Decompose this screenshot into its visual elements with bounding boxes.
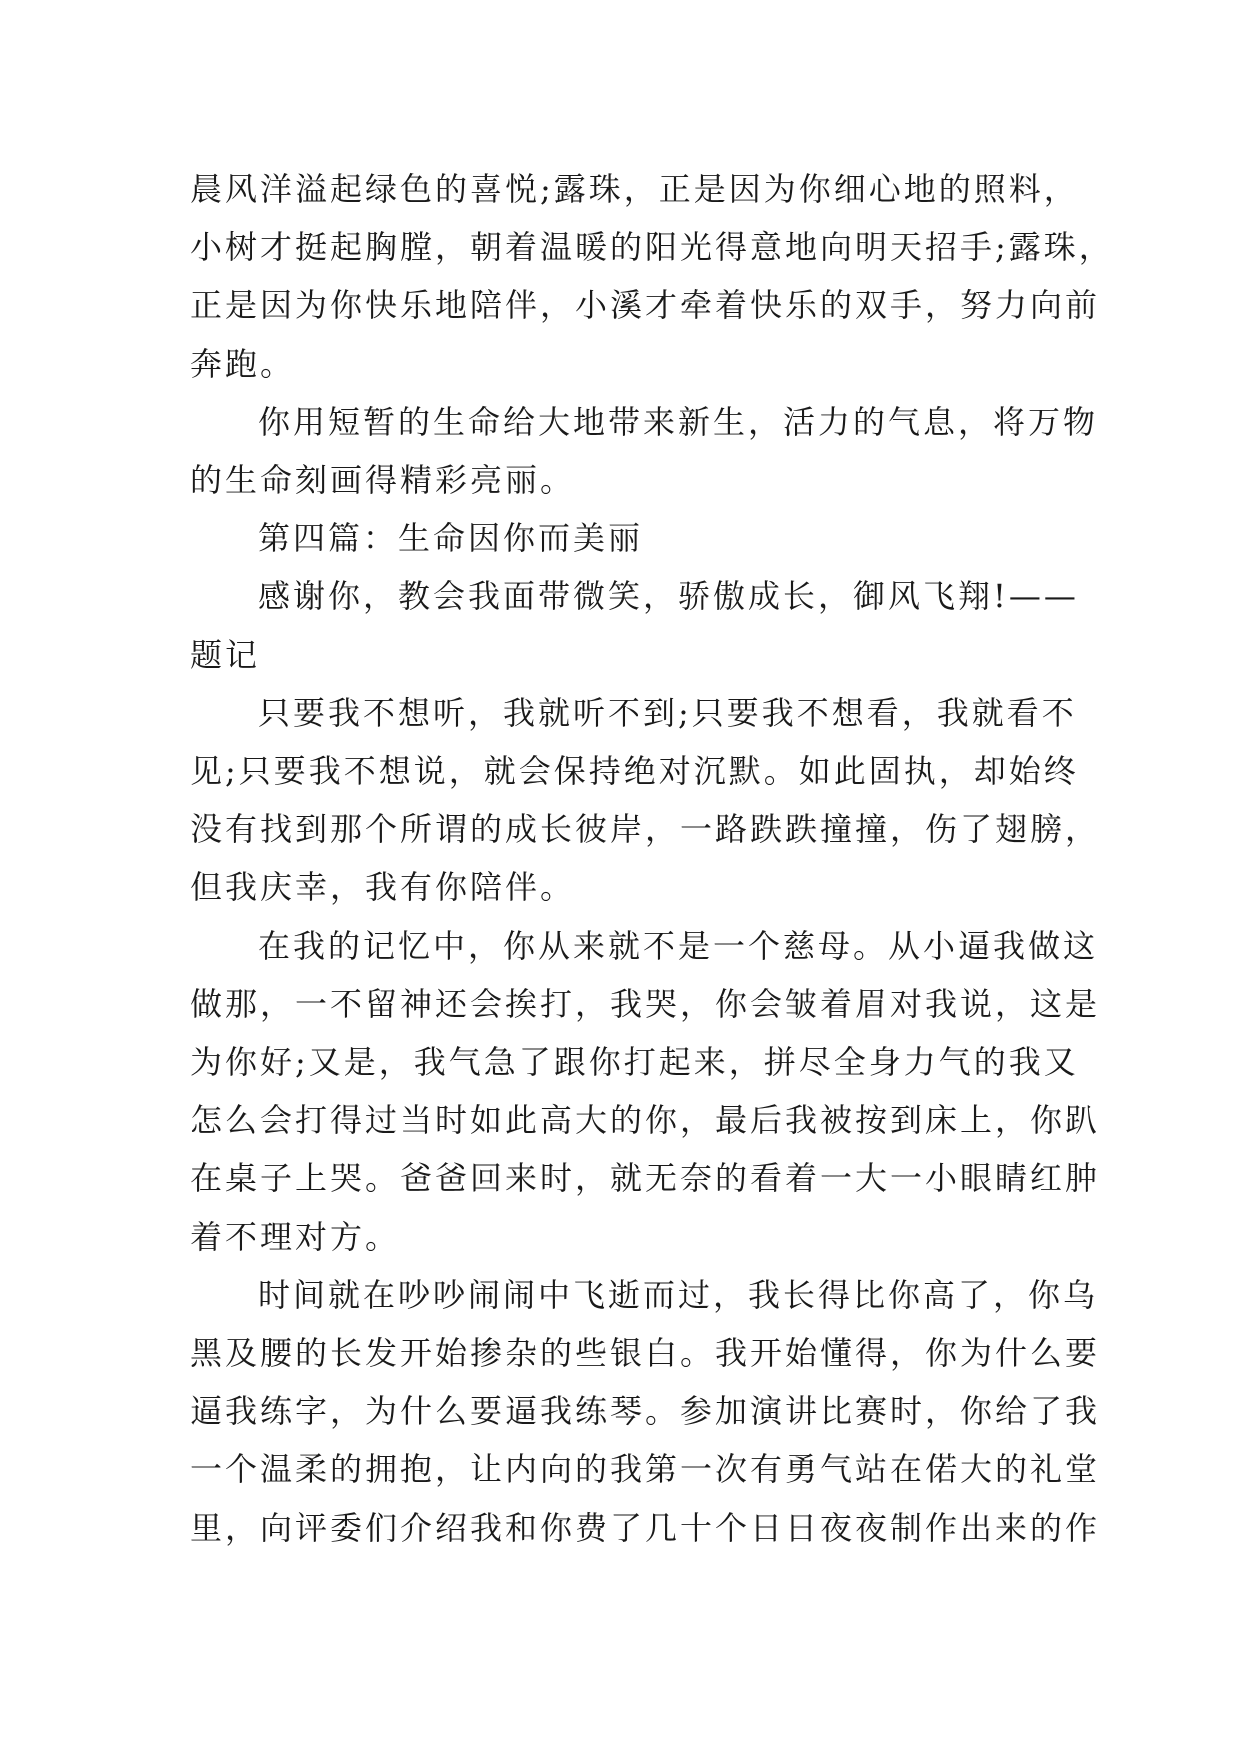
section-heading <box>190 509 1070 567</box>
text-line: 感谢你，教会我面带微笑，骄傲成长，御风飞翔!—— <box>258 577 1079 616</box>
text-line: 小树才挺起胸膛，朝着温暖的阳光得意地向明天招手;露珠， <box>190 228 1114 267</box>
section-title: 第四篇：生命因你而美丽 <box>258 519 644 558</box>
text-line: 见;只要我不想说，就会保持绝对沉默。如此固执，却始终 <box>190 752 1079 791</box>
paragraph-1 <box>190 160 1114 393</box>
paragraph-6 <box>190 1266 1101 1557</box>
text-line: 逼我练字，为什么要逼我练琴。参加演讲比赛时，你给了我 <box>190 1392 1101 1431</box>
text-line: 题记 <box>190 635 261 674</box>
text-line: 只要我不想听，我就听不到;只要我不想看，我就看不 <box>258 693 1077 732</box>
text-line: 的生命刻画得精彩亮丽。 <box>190 461 576 500</box>
text-line: 晨风洋溢起绿色的喜悦;露珠，正是因为你细心地的照料， <box>190 170 1079 208</box>
text-line: 做那，一不留神还会挨打，我哭，你会皱着眉对我说，这是 <box>190 984 1101 1023</box>
document-body <box>190 160 1114 1557</box>
paragraph-4 <box>190 684 1101 917</box>
text-line: 着不理对方。 <box>190 1217 401 1256</box>
text-line: 没有找到那个所谓的成长彼岸，一路跌跌撞撞，伤了翅膀， <box>190 810 1101 849</box>
text-line: 正是因为你快乐地陪伴，小溪才牵着快乐的双手，努力向前 <box>190 286 1101 325</box>
paragraph-2 <box>190 393 1099 509</box>
text-line: 奔跑。 <box>190 344 296 383</box>
text-line: 一个温柔的拥抱，让内向的我第一次有勇气站在偌大的礼堂 <box>190 1450 1101 1489</box>
text-line: 时间就在吵吵闹闹中飞逝而过，我长得比你高了，你乌 <box>258 1275 1099 1314</box>
epigraph <box>190 567 1079 683</box>
text-line: 黑及腰的长发开始掺杂的些银白。我开始懂得，你为什么要 <box>190 1334 1101 1373</box>
paragraph-5 <box>190 917 1101 1266</box>
text-line: 在桌子上哭。爸爸回来时，就无奈的看着一大一小眼睛红肿 <box>190 1159 1101 1198</box>
text-line: 但我庆幸，我有你陪伴。 <box>190 868 576 907</box>
text-line: 里，向评委们介绍我和你费了几十个日日夜夜制作出来的作 <box>190 1508 1101 1547</box>
text-line: 你用短暂的生命给大地带来新生，活力的气息，将万物 <box>258 402 1099 441</box>
text-line: 怎么会打得过当时如此高大的你，最后我被按到床上，你趴 <box>190 1101 1101 1140</box>
text-line: 为你好;又是，我气急了跟你打起来，拼尽全身力气的我又 <box>190 1043 1079 1082</box>
text-line: 在我的记忆中，你从来就不是一个慈母。从小逼我做这 <box>258 926 1099 965</box>
